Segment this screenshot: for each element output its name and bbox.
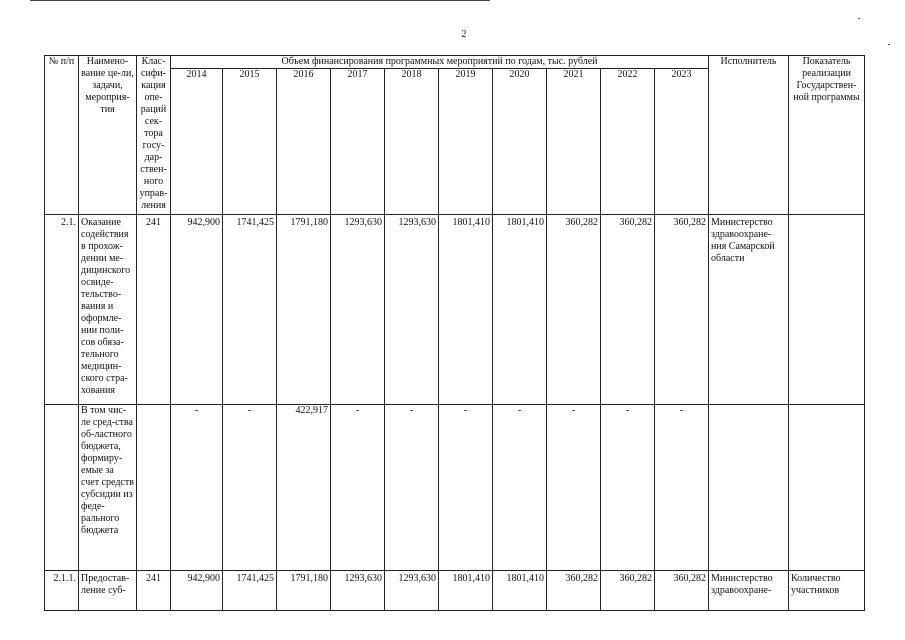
top-rule <box>30 0 490 1</box>
row-classification: 241 <box>137 571 171 611</box>
row-value: - <box>171 405 223 571</box>
row-value: 360,282 <box>601 215 655 405</box>
header-funding: Объем финансирования программных мероприятий по годам, тыс. рублей <box>171 56 709 69</box>
row-name: Оказание содействия в прохож-дении ме-дицинского освиде-тельство-вания и оформле-нии поли-сов обяза-тельного медицин-ского стра-хования <box>79 215 137 405</box>
row-name: Предостав-ление суб- <box>79 571 137 611</box>
header-num: № п/п <box>45 56 79 215</box>
row-value: 1293,630 <box>331 571 385 611</box>
table-row <box>45 571 865 611</box>
row-value: - <box>331 405 385 571</box>
row-value: 360,282 <box>601 571 655 611</box>
row-value: 1801,410 <box>439 571 493 611</box>
row-value: 1741,425 <box>223 215 277 405</box>
row-value: - <box>493 405 547 571</box>
row-value: - <box>547 405 601 571</box>
row-name: В том чис-ле сред-ства об-ластного бюджета, формиру-емые за счет средств субсидии из феде-рального бюджета <box>79 405 137 571</box>
year-header: 2014 <box>171 69 223 215</box>
row-number: 2.1.1. <box>45 571 79 611</box>
header-executor: Исполнитель <box>709 56 789 215</box>
year-header: 2018 <box>385 69 439 215</box>
row-value: 1293,630 <box>331 215 385 405</box>
row-value: - <box>601 405 655 571</box>
row-value: 422,917 <box>277 405 331 571</box>
row-indicator <box>789 215 865 405</box>
row-value: 360,282 <box>655 215 709 405</box>
row-executor <box>709 405 789 571</box>
year-header: 2017 <box>331 69 385 215</box>
row-value: 1801,410 <box>493 571 547 611</box>
row-value: 1801,410 <box>439 215 493 405</box>
row-value: 942,900 <box>171 571 223 611</box>
row-value: 1293,630 <box>385 571 439 611</box>
row-value: 360,282 <box>655 571 709 611</box>
scan-speck <box>888 44 890 45</box>
row-value: 360,282 <box>547 571 601 611</box>
row-value: 1791,180 <box>277 571 331 611</box>
year-header: 2016 <box>277 69 331 215</box>
row-indicator: Количество участников <box>789 571 865 611</box>
year-header: 2021 <box>547 69 601 215</box>
page-number: 2 <box>461 29 467 40</box>
row-value: 1741,425 <box>223 571 277 611</box>
row-value: 360,282 <box>547 215 601 405</box>
table-row <box>45 215 865 405</box>
year-header: 2023 <box>655 69 709 215</box>
row-number <box>45 405 79 571</box>
row-value: 1293,630 <box>385 215 439 405</box>
row-number: 2.1. <box>45 215 79 405</box>
row-executor: Министерство здравоохране-ния Самарской области <box>709 215 789 405</box>
program-table <box>44 55 865 611</box>
year-header: 2020 <box>493 69 547 215</box>
row-indicator <box>789 405 865 571</box>
year-header: 2015 <box>223 69 277 215</box>
year-header: 2022 <box>601 69 655 215</box>
header-name: Наимено-вание це-ли, задачи, мероприя-тия <box>79 56 137 215</box>
row-classification <box>137 405 171 571</box>
row-value: 942,900 <box>171 215 223 405</box>
row-value: 1801,410 <box>493 215 547 405</box>
header-classification: Клас-сифи-кация опе-раций сек-тора госу-дар-ствен-ного управ-ления <box>137 56 171 215</box>
row-value: - <box>385 405 439 571</box>
table-row <box>45 405 865 571</box>
scan-speck <box>858 18 860 19</box>
header-row-1 <box>45 56 865 69</box>
header-indicator: Показатель реализации Государствен-ной программы <box>789 56 865 215</box>
year-header: 2019 <box>439 69 493 215</box>
row-value: - <box>223 405 277 571</box>
row-classification: 241 <box>137 215 171 405</box>
row-executor: Министерство здравоохране- <box>709 571 789 611</box>
row-value: - <box>439 405 493 571</box>
row-value: - <box>655 405 709 571</box>
row-value: 1791,180 <box>277 215 331 405</box>
